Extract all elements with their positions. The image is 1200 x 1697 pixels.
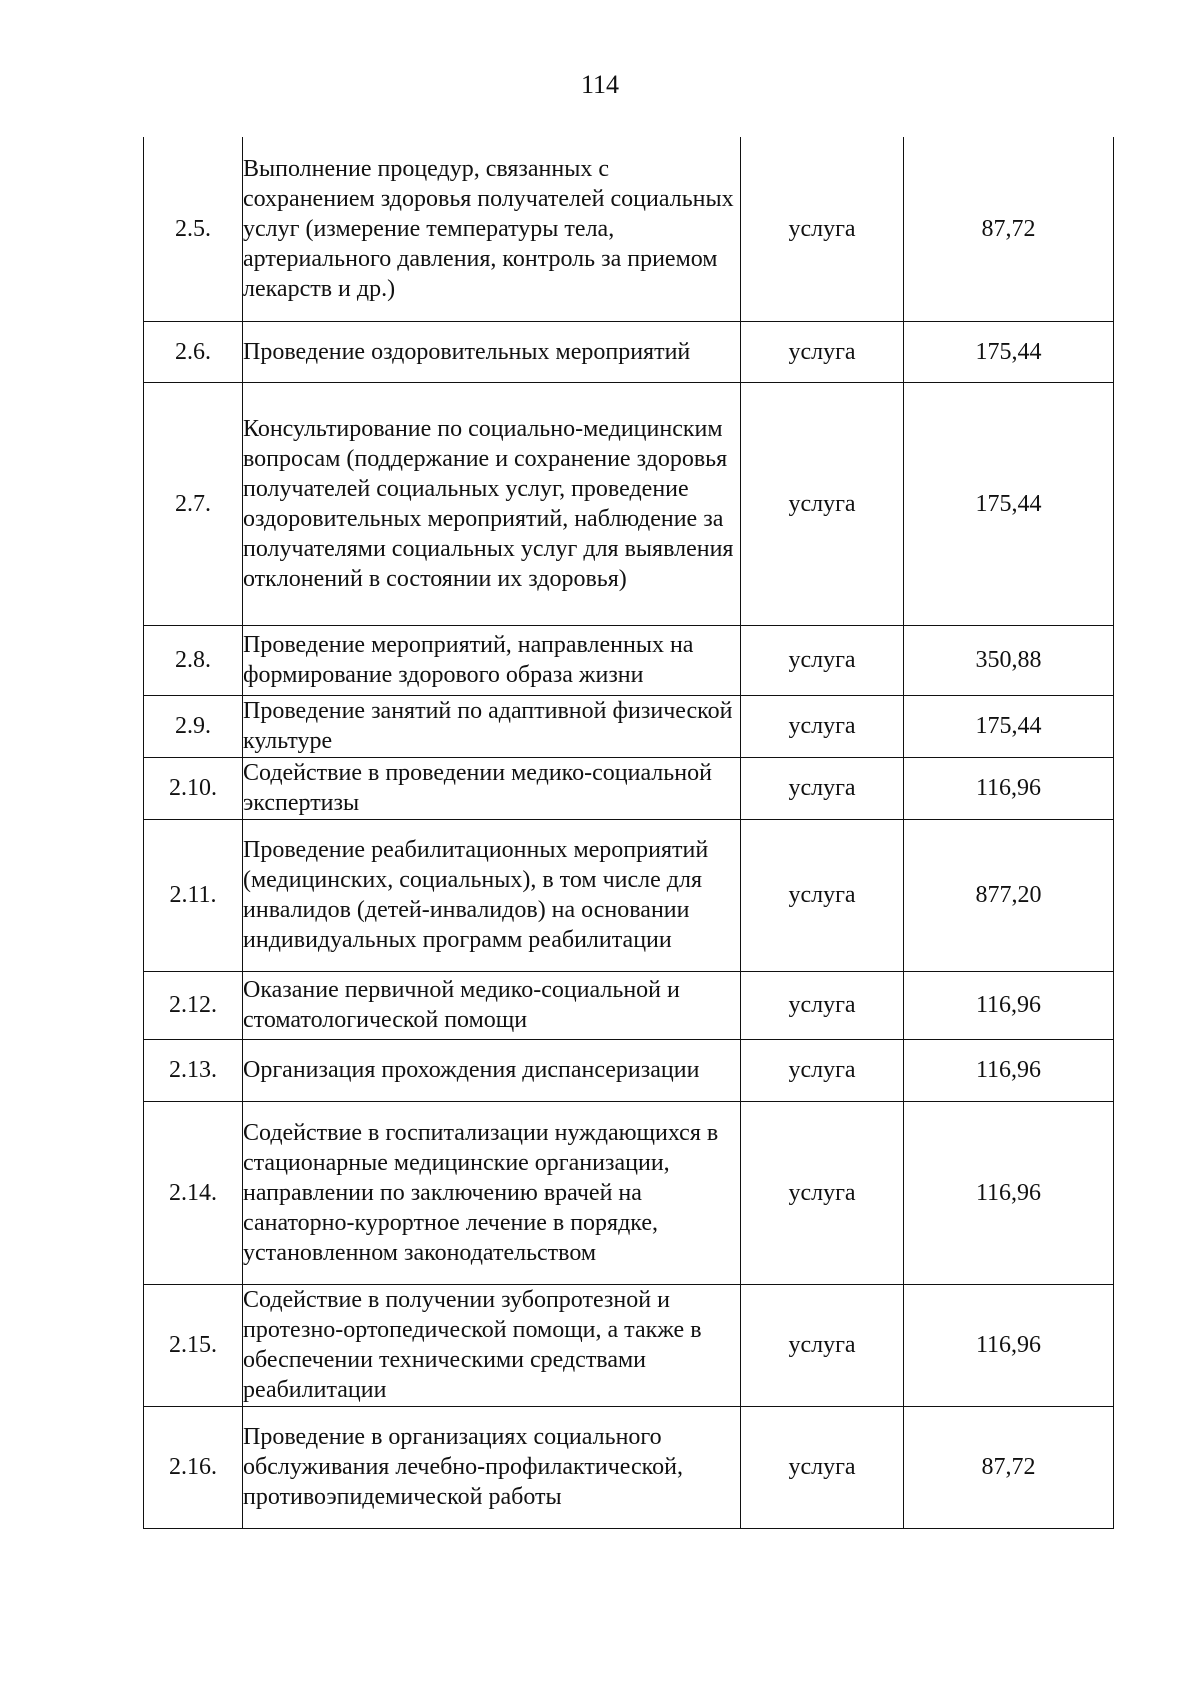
- unit-of-measure: услуга: [741, 1101, 904, 1284]
- service-price: 116,96: [904, 1284, 1114, 1406]
- table-row: [144, 971, 1114, 1039]
- table-row: [144, 695, 1114, 757]
- table-row: [144, 757, 1114, 819]
- service-price: 175,44: [904, 321, 1114, 382]
- service-name: Содействие в проведении медико-социальной экспертизы: [243, 757, 741, 819]
- service-name: Проведение занятий по адаптивной физической культуре: [243, 695, 741, 757]
- service-price: 116,96: [904, 971, 1114, 1039]
- page-number: 114: [580, 70, 620, 99]
- unit-of-measure: услуга: [741, 382, 904, 625]
- service-price: 87,72: [904, 137, 1114, 321]
- row-number: 2.14.: [144, 1101, 243, 1284]
- service-name: Оказание первичной медико-социальной и стоматологической помощи: [243, 971, 741, 1039]
- table-row: [144, 625, 1114, 695]
- service-name: Организация прохождения диспансеризации: [243, 1039, 741, 1101]
- service-price: 350,88: [904, 625, 1114, 695]
- service-name: Выполнение процедур, связанных с сохранением здоровья получателей социальных услуг (измерение температуры тела, артериального давления, контроль за приемом лекарств и др.): [243, 137, 741, 321]
- service-price: 175,44: [904, 382, 1114, 625]
- table-row: [144, 321, 1114, 382]
- unit-of-measure: услуга: [741, 757, 904, 819]
- table-row: [144, 1284, 1114, 1406]
- row-number: 2.6.: [144, 321, 243, 382]
- service-price: 87,72: [904, 1406, 1114, 1528]
- service-price: 175,44: [904, 695, 1114, 757]
- service-price: 116,96: [904, 1101, 1114, 1284]
- unit-of-measure: услуга: [741, 1406, 904, 1528]
- service-price: 877,20: [904, 819, 1114, 971]
- unit-of-measure: услуга: [741, 625, 904, 695]
- row-number: 2.12.: [144, 971, 243, 1039]
- table-row: [144, 819, 1114, 971]
- row-number: 2.10.: [144, 757, 243, 819]
- unit-of-measure: услуга: [741, 137, 904, 321]
- table-row: [144, 137, 1114, 321]
- row-number: 2.16.: [144, 1406, 243, 1528]
- services-price-table: [143, 137, 1114, 1529]
- row-number: 2.15.: [144, 1284, 243, 1406]
- unit-of-measure: услуга: [741, 695, 904, 757]
- unit-of-measure: услуга: [741, 1284, 904, 1406]
- service-name: Проведение реабилитационных мероприятий (медицинских, социальных), в том числе для инвалидов (детей-инвалидов) на основании индивидуальных программ реабилитации: [243, 819, 741, 971]
- unit-of-measure: услуга: [741, 321, 904, 382]
- row-number: 2.8.: [144, 625, 243, 695]
- table-row: [144, 382, 1114, 625]
- table-row: [144, 1039, 1114, 1101]
- service-name: Проведение мероприятий, направленных на формирование здорового образа жизни: [243, 625, 741, 695]
- row-number: 2.11.: [144, 819, 243, 971]
- service-price: 116,96: [904, 757, 1114, 819]
- service-name: Проведение оздоровительных мероприятий: [243, 321, 741, 382]
- table-body: [144, 137, 1114, 1528]
- row-number: 2.7.: [144, 382, 243, 625]
- row-number: 2.9.: [144, 695, 243, 757]
- service-name: Содействие в госпитализации нуждающихся в стационарные медицинские организации, направлении по заключению врачей на санаторно-курортное лечение в порядке, установленном законодательством: [243, 1101, 741, 1284]
- table-row: [144, 1406, 1114, 1528]
- service-name: Проведение в организациях социального обслуживания лечебно-профилактической, противоэпидемической работы: [243, 1406, 741, 1528]
- unit-of-measure: услуга: [741, 971, 904, 1039]
- row-number: 2.5.: [144, 137, 243, 321]
- service-name: Содействие в получении зубопротезной и протезно-ортопедической помощи, а также в обеспечении техническими средствами реабилитации: [243, 1284, 741, 1406]
- unit-of-measure: услуга: [741, 1039, 904, 1101]
- table-row: [144, 1101, 1114, 1284]
- unit-of-measure: услуга: [741, 819, 904, 971]
- service-price: 116,96: [904, 1039, 1114, 1101]
- service-name: Консультирование по социально-медицинским вопросам (поддержание и сохранение здоровья получателей социальных услуг, проведение оздоровительных мероприятий, наблюдение за получателями социальных услуг для выявления отклонений в состоянии их здоровья): [243, 382, 741, 625]
- row-number: 2.13.: [144, 1039, 243, 1101]
